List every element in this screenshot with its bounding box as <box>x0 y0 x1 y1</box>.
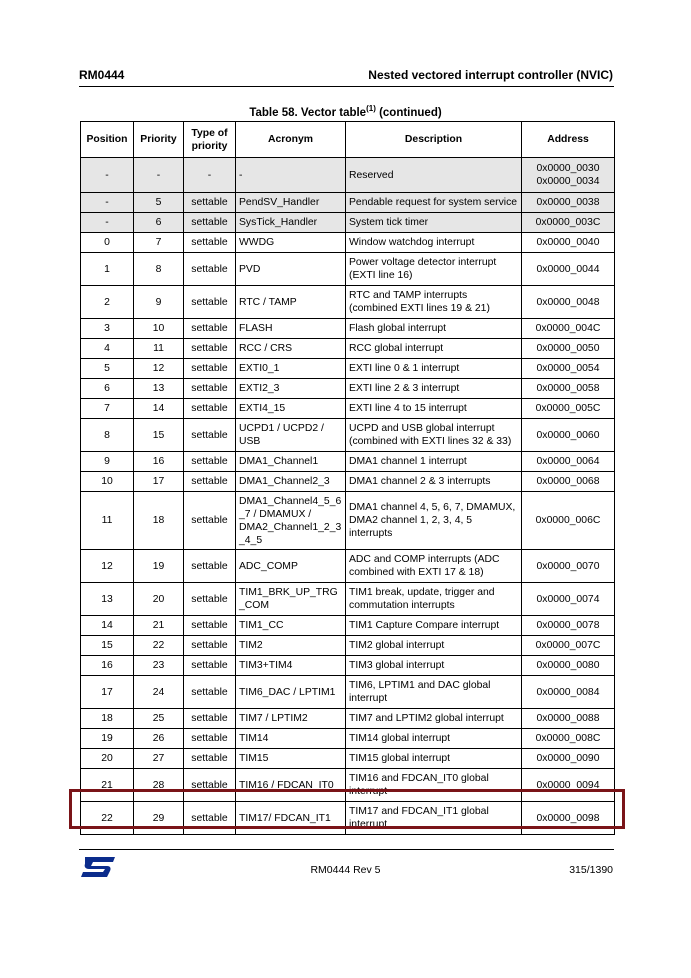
table-row <box>81 158 615 193</box>
table-row <box>81 193 615 213</box>
table-row <box>81 550 615 583</box>
table-row <box>81 379 615 399</box>
cell-address: 0x0000_0084 <box>522 676 615 709</box>
cell-description: DMA1 channel 2 & 3 interrupts <box>346 472 522 492</box>
cell-acronym: DMA1_Channel2_3 <box>236 472 346 492</box>
cell-type: settable <box>184 583 236 616</box>
cell-priority: 18 <box>134 492 184 550</box>
cell-priority: 9 <box>134 286 184 319</box>
cell-priority: 6 <box>134 213 184 233</box>
table-row <box>81 492 615 550</box>
cell-type: - <box>184 158 236 193</box>
cell-address: 0x0000_0048 <box>522 286 615 319</box>
table-row <box>81 729 615 749</box>
cell-acronym: TIM6_DAC / LPTIM1 <box>236 676 346 709</box>
footer-divider <box>79 849 614 850</box>
cell-address: 0x0000_0058 <box>522 379 615 399</box>
cell-acronym: TIM2 <box>236 636 346 656</box>
header-divider <box>79 86 614 87</box>
cell-type: settable <box>184 253 236 286</box>
cell-acronym: EXTI4_15 <box>236 399 346 419</box>
table-row <box>81 452 615 472</box>
cell-acronym: EXTI2_3 <box>236 379 346 399</box>
cell-address: 0x0000_0030 0x0000_0034 <box>522 158 615 193</box>
cell-address: 0x0000_0074 <box>522 583 615 616</box>
cell-priority: 20 <box>134 583 184 616</box>
cell-address: 0x0000_007C <box>522 636 615 656</box>
cell-type: settable <box>184 676 236 709</box>
cell-priority: 17 <box>134 472 184 492</box>
footer-page-number: 315/1390 <box>569 864 613 876</box>
cell-acronym: TIM15 <box>236 749 346 769</box>
cell-description: TIM1 break, update, trigger and commutation interrupts <box>346 583 522 616</box>
cell-position: 11 <box>81 492 134 550</box>
cell-acronym: ADC_COMP <box>236 550 346 583</box>
cell-acronym: WWDG <box>236 233 346 253</box>
cell-address: 0x0000_0088 <box>522 709 615 729</box>
table-row <box>81 676 615 709</box>
footer-doc-rev: RM0444 Rev 5 <box>310 864 381 876</box>
cell-priority: 15 <box>134 419 184 452</box>
table-row <box>81 616 615 636</box>
column-header-type: Type of priority <box>184 122 236 158</box>
cell-priority: 28 <box>134 769 184 802</box>
column-header-address: Address <box>522 122 615 158</box>
cell-position: 13 <box>81 583 134 616</box>
table-title-text: Table 58. Vector table <box>249 106 367 119</box>
cell-position: 16 <box>81 656 134 676</box>
cell-position: 6 <box>81 379 134 399</box>
table-row <box>81 472 615 492</box>
cell-priority: 26 <box>134 729 184 749</box>
cell-type: settable <box>184 339 236 359</box>
cell-address: 0x0000_004C <box>522 319 615 339</box>
cell-position: - <box>81 158 134 193</box>
row-highlight-box <box>69 789 625 829</box>
cell-type: settable <box>184 769 236 802</box>
cell-description: RCC global interrupt <box>346 339 522 359</box>
cell-position: 4 <box>81 339 134 359</box>
cell-position: 21 <box>81 769 134 802</box>
cell-description: System tick timer <box>346 213 522 233</box>
cell-acronym: PendSV_Handler <box>236 193 346 213</box>
cell-acronym: PVD <box>236 253 346 286</box>
cell-description: TIM6, LPTIM1 and DAC global interrupt <box>346 676 522 709</box>
cell-address: 0x0000_008C <box>522 729 615 749</box>
cell-position: 15 <box>81 636 134 656</box>
cell-acronym: DMA1_Channel4_5_6 _7 / DMAMUX / DMA2_Channel1_2_3 _4_5 <box>236 492 346 550</box>
column-header-acronym: Acronym <box>236 122 346 158</box>
cell-description: TIM14 global interrupt <box>346 729 522 749</box>
cell-position: - <box>81 213 134 233</box>
cell-priority: 8 <box>134 253 184 286</box>
cell-acronym: RCC / CRS <box>236 339 346 359</box>
cell-position: - <box>81 193 134 213</box>
cell-description: RTC and TAMP interrupts (combined EXTI lines 19 & 21) <box>346 286 522 319</box>
cell-address: 0x0000_0090 <box>522 749 615 769</box>
cell-description: Reserved <box>346 158 522 193</box>
table-row <box>81 253 615 286</box>
cell-priority: 7 <box>134 233 184 253</box>
cell-position: 19 <box>81 729 134 749</box>
cell-position: 7 <box>81 399 134 419</box>
cell-type: settable <box>184 359 236 379</box>
cell-address: 0x0000_005C <box>522 399 615 419</box>
cell-address: 0x0000_0050 <box>522 339 615 359</box>
cell-type: settable <box>184 709 236 729</box>
cell-priority: 11 <box>134 339 184 359</box>
cell-type: settable <box>184 636 236 656</box>
table-row <box>81 636 615 656</box>
cell-priority: 5 <box>134 193 184 213</box>
column-header-description: Description <box>346 122 522 158</box>
header-doc-id: RM0444 <box>79 68 125 82</box>
cell-priority: 10 <box>134 319 184 339</box>
cell-description: TIM1 Capture Compare interrupt <box>346 616 522 636</box>
cell-description: EXTI line 4 to 15 interrupt <box>346 399 522 419</box>
cell-position: 0 <box>81 233 134 253</box>
cell-priority: 23 <box>134 656 184 676</box>
cell-type: settable <box>184 233 236 253</box>
cell-type: settable <box>184 656 236 676</box>
cell-acronym: UCPD1 / UCPD2 / USB <box>236 419 346 452</box>
cell-priority: 16 <box>134 452 184 472</box>
cell-position: 12 <box>81 550 134 583</box>
cell-acronym: TIM14 <box>236 729 346 749</box>
cell-address: 0x0000_0078 <box>522 616 615 636</box>
table-row <box>81 399 615 419</box>
cell-acronym: EXTI0_1 <box>236 359 346 379</box>
cell-description: Window watchdog interrupt <box>346 233 522 253</box>
cell-description: Power voltage detector interrupt (EXTI line 16) <box>346 253 522 286</box>
cell-type: settable <box>184 286 236 319</box>
cell-description: Flash global interrupt <box>346 319 522 339</box>
cell-description: Pendable request for system service <box>346 193 522 213</box>
cell-description: ADC and COMP interrupts (ADC combined with EXTI 17 & 18) <box>346 550 522 583</box>
cell-priority: 25 <box>134 709 184 729</box>
table-row <box>81 213 615 233</box>
cell-acronym: TIM17/ FDCAN_IT1 <box>236 802 346 835</box>
cell-address: 0x0000_0068 <box>522 472 615 492</box>
table-title-suffix: (continued) <box>375 106 442 119</box>
cell-position: 8 <box>81 419 134 452</box>
cell-acronym: TIM16 / FDCAN_IT0 <box>236 769 346 802</box>
cell-description: TIM15 global interrupt <box>346 749 522 769</box>
table-row <box>81 286 615 319</box>
cell-description: UCPD and USB global interrupt (combined with EXTI lines 32 & 33) <box>346 419 522 452</box>
table-title <box>0 104 691 119</box>
cell-address: 0x0000_003C <box>522 213 615 233</box>
cell-priority: 27 <box>134 749 184 769</box>
cell-address: 0x0000_0080 <box>522 656 615 676</box>
cell-acronym: TIM3+TIM4 <box>236 656 346 676</box>
cell-type: settable <box>184 729 236 749</box>
cell-address: 0x0000_0054 <box>522 359 615 379</box>
cell-address: 0x0000_006C <box>522 492 615 550</box>
table-row <box>81 656 615 676</box>
column-header-priority: Priority <box>134 122 184 158</box>
cell-description: TIM7 and LPTIM2 global interrupt <box>346 709 522 729</box>
cell-position: 1 <box>81 253 134 286</box>
cell-type: settable <box>184 213 236 233</box>
cell-position: 18 <box>81 709 134 729</box>
cell-type: settable <box>184 419 236 452</box>
cell-type: settable <box>184 472 236 492</box>
cell-priority: 29 <box>134 802 184 835</box>
cell-position: 3 <box>81 319 134 339</box>
cell-priority: 12 <box>134 359 184 379</box>
cell-priority: 22 <box>134 636 184 656</box>
table-header-row <box>81 122 615 158</box>
cell-address: 0x0000_0060 <box>522 419 615 452</box>
cell-priority: 19 <box>134 550 184 583</box>
cell-priority: 24 <box>134 676 184 709</box>
cell-position: 17 <box>81 676 134 709</box>
cell-address: 0x0000_0064 <box>522 452 615 472</box>
cell-description: TIM2 global interrupt <box>346 636 522 656</box>
cell-address: 0x0000_0098 <box>522 802 615 835</box>
cell-position: 14 <box>81 616 134 636</box>
cell-type: settable <box>184 749 236 769</box>
cell-position: 20 <box>81 749 134 769</box>
cell-acronym: TIM7 / LPTIM2 <box>236 709 346 729</box>
table-row <box>81 419 615 452</box>
cell-priority: 14 <box>134 399 184 419</box>
cell-position: 2 <box>81 286 134 319</box>
cell-type: settable <box>184 802 236 835</box>
cell-priority: 21 <box>134 616 184 636</box>
table-row <box>81 583 615 616</box>
cell-acronym: FLASH <box>236 319 346 339</box>
column-header-position: Position <box>81 122 134 158</box>
cell-type: settable <box>184 492 236 550</box>
cell-type: settable <box>184 399 236 419</box>
cell-address: 0x0000_0070 <box>522 550 615 583</box>
cell-type: settable <box>184 616 236 636</box>
table-row <box>81 319 615 339</box>
header-section-title: Nested vectored interrupt controller (NVIC) <box>368 68 613 82</box>
cell-address: 0x0000_0094 <box>522 769 615 802</box>
vector-table <box>80 121 615 835</box>
cell-priority: 13 <box>134 379 184 399</box>
table-row <box>81 749 615 769</box>
cell-description: TIM16 and FDCAN_IT0 global interrupt <box>346 769 522 802</box>
cell-acronym: - <box>236 158 346 193</box>
table-row <box>81 359 615 379</box>
cell-type: settable <box>184 379 236 399</box>
table-body <box>81 158 615 835</box>
cell-address: 0x0000_0040 <box>522 233 615 253</box>
table-title-note: (1) <box>366 104 376 113</box>
cell-type: settable <box>184 319 236 339</box>
cell-acronym: RTC / TAMP <box>236 286 346 319</box>
cell-acronym: DMA1_Channel1 <box>236 452 346 472</box>
cell-address: 0x0000_0038 <box>522 193 615 213</box>
cell-position: 9 <box>81 452 134 472</box>
cell-position: 10 <box>81 472 134 492</box>
cell-description: EXTI line 0 & 1 interrupt <box>346 359 522 379</box>
cell-acronym: TIM1_BRK_UP_TRG _COM <box>236 583 346 616</box>
cell-description: EXTI line 2 & 3 interrupt <box>346 379 522 399</box>
cell-position: 5 <box>81 359 134 379</box>
cell-type: settable <box>184 452 236 472</box>
cell-description: DMA1 channel 1 interrupt <box>346 452 522 472</box>
table-row <box>81 709 615 729</box>
cell-type: settable <box>184 193 236 213</box>
cell-address: 0x0000_0044 <box>522 253 615 286</box>
cell-type: settable <box>184 550 236 583</box>
cell-description: DMA1 channel 4, 5, 6, 7, DMAMUX, DMA2 channel 1, 2, 3, 4, 5 interrupts <box>346 492 522 550</box>
table-row <box>81 339 615 359</box>
cell-acronym: TIM1_CC <box>236 616 346 636</box>
cell-description: TIM17 and FDCAN_IT1 global interrupt <box>346 802 522 835</box>
cell-priority: - <box>134 158 184 193</box>
table-row <box>81 233 615 253</box>
cell-position: 22 <box>81 802 134 835</box>
cell-description: TIM3 global interrupt <box>346 656 522 676</box>
cell-acronym: SysTick_Handler <box>236 213 346 233</box>
